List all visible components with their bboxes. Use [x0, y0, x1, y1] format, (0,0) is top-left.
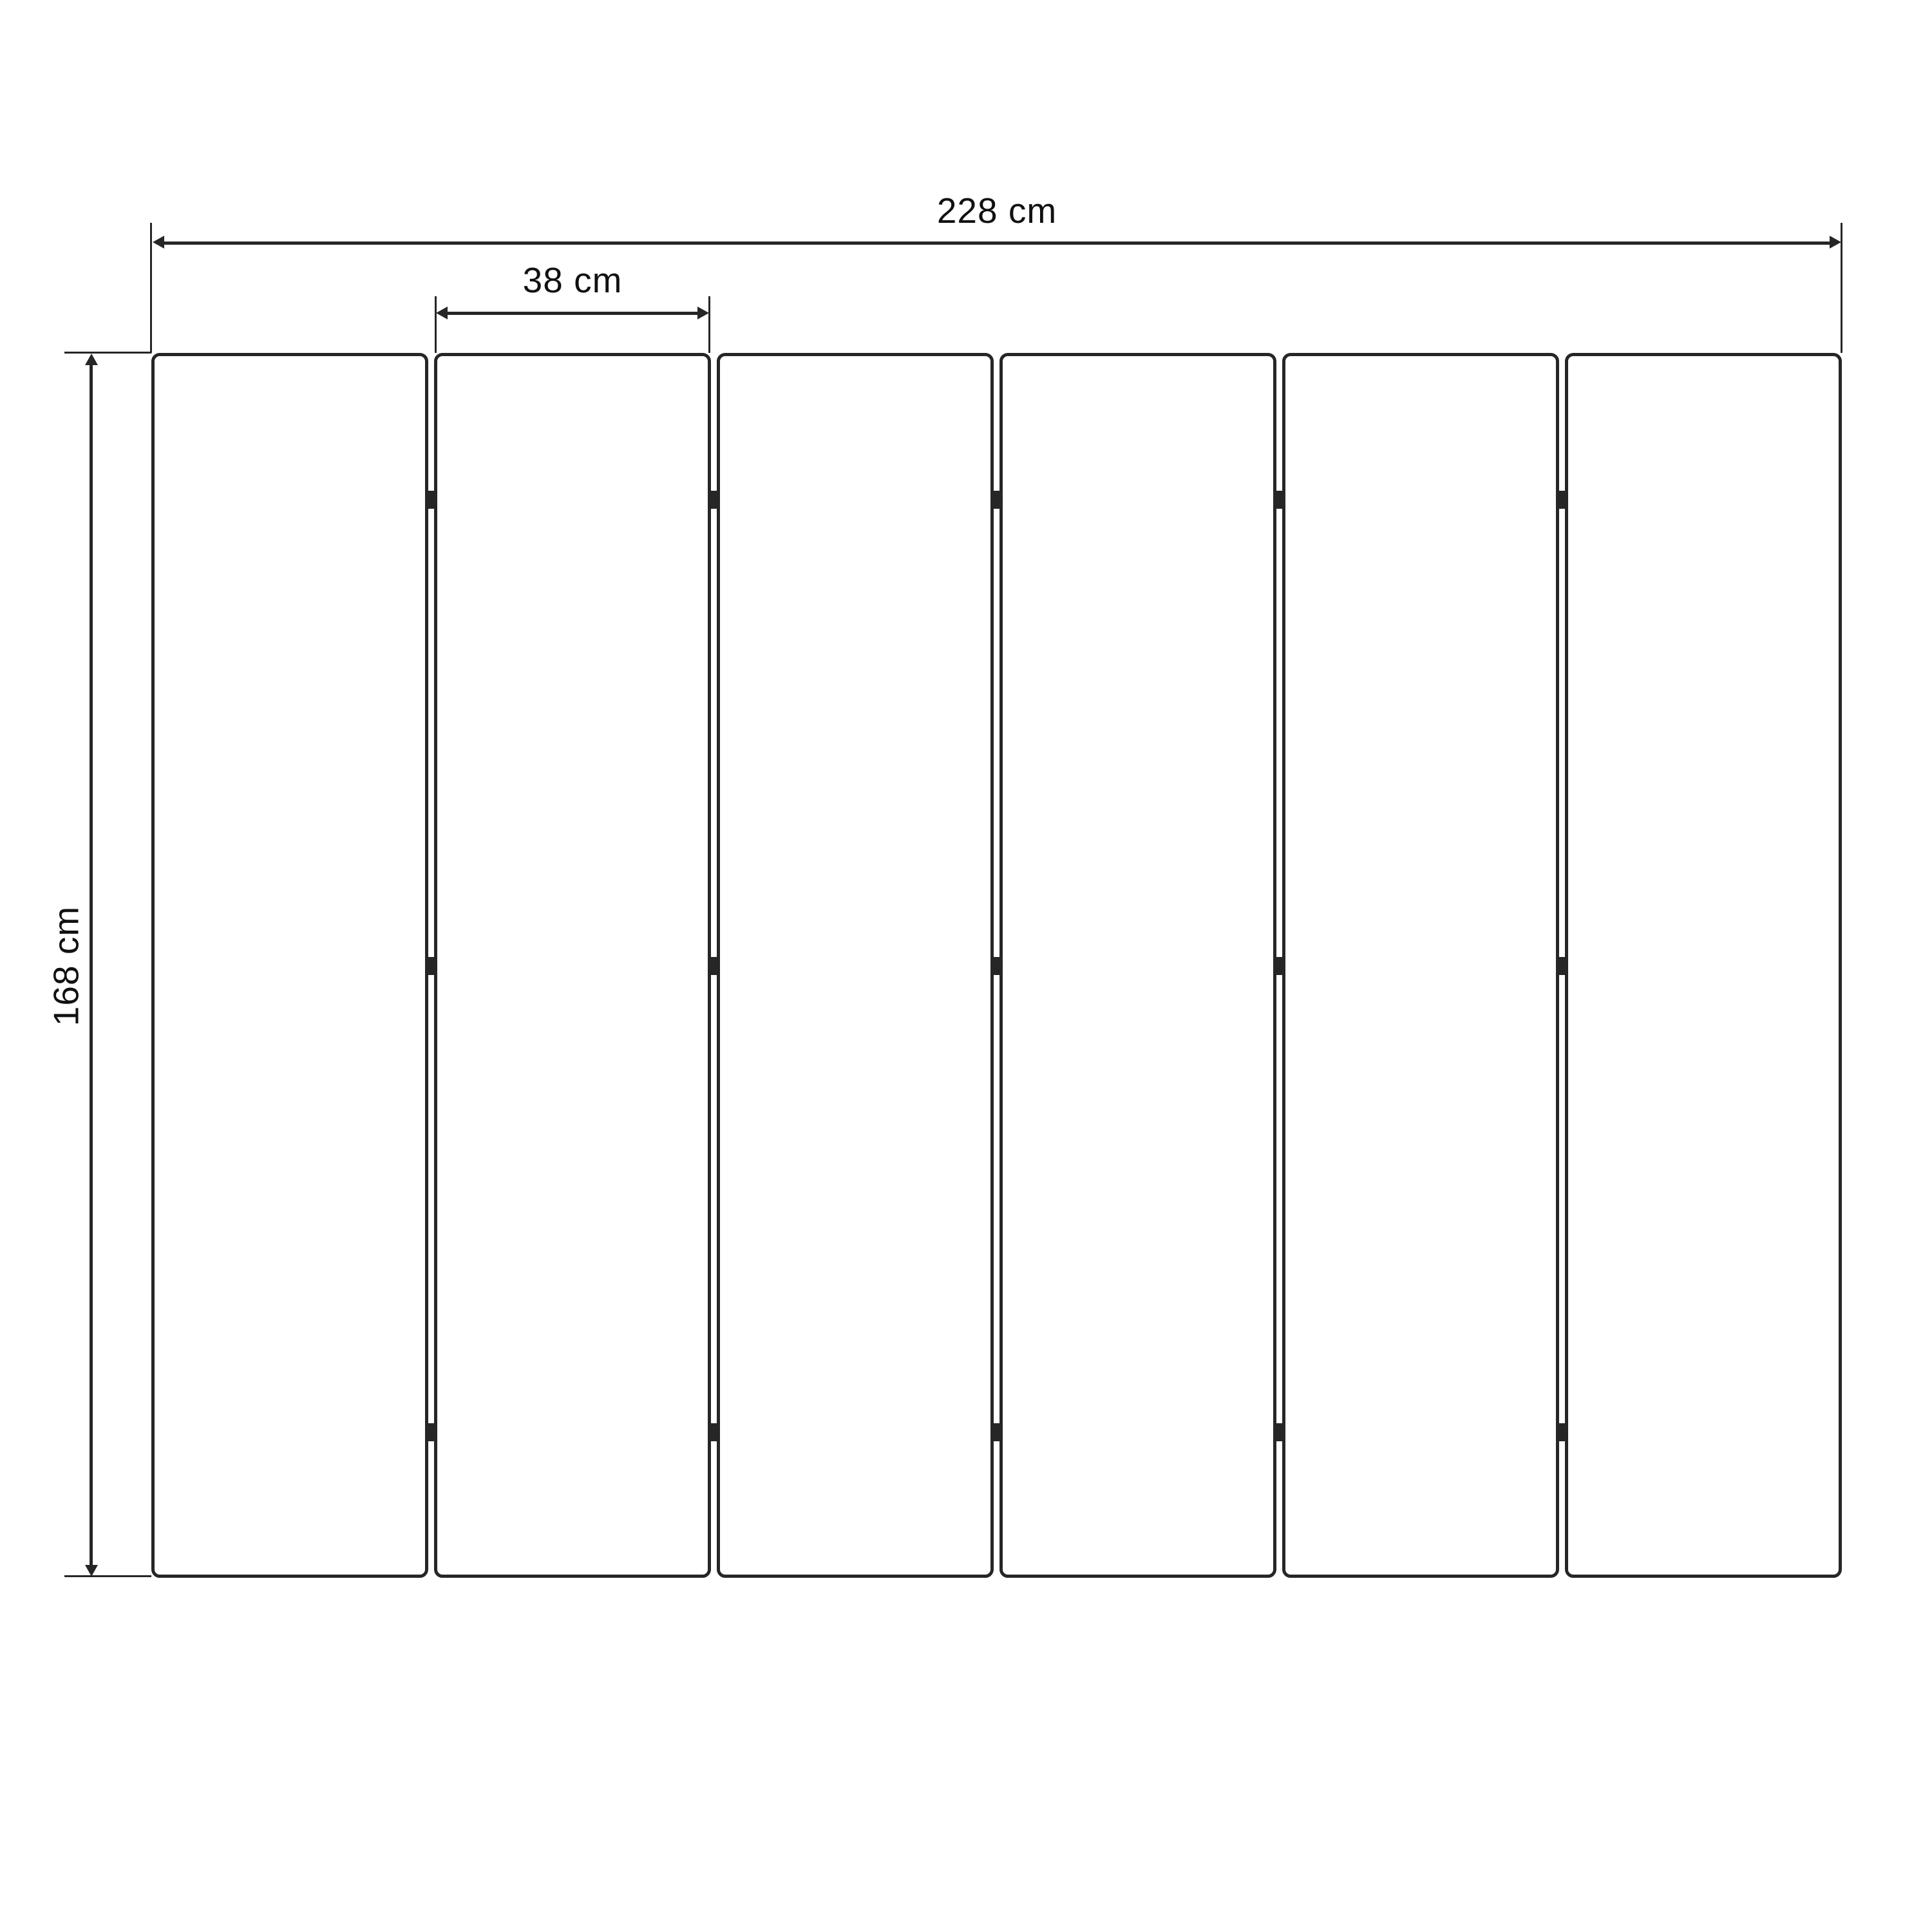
panel-width-label: 38 cm — [522, 260, 623, 300]
arrowhead-right-icon — [1830, 236, 1841, 249]
hinge — [990, 957, 1003, 975]
hinge — [425, 1423, 437, 1441]
panel — [717, 353, 994, 1578]
dimension-line — [90, 361, 93, 1571]
hinge — [1556, 1423, 1568, 1441]
arrowhead-right-icon — [697, 307, 709, 319]
dimension-line — [444, 312, 701, 315]
hinge — [1273, 1423, 1285, 1441]
dimension-line — [160, 242, 1832, 245]
arrowhead-up-icon — [85, 354, 98, 365]
panel — [151, 353, 428, 1578]
total-width-label: 228 cm — [936, 191, 1057, 231]
extension-line-bottom — [64, 1575, 151, 1577]
hinge — [425, 957, 437, 975]
hinge — [990, 1423, 1003, 1441]
arrowhead-down-icon — [85, 1565, 98, 1577]
hinge — [425, 491, 437, 509]
extension-line-left — [150, 223, 152, 353]
hinge — [1273, 957, 1285, 975]
hinge — [708, 491, 720, 509]
arrowhead-left-icon — [436, 307, 448, 319]
extension-line-right — [708, 296, 710, 353]
hinge — [708, 1423, 720, 1441]
hinge — [990, 491, 1003, 509]
arrowhead-left-icon — [153, 236, 164, 249]
hinge — [708, 957, 720, 975]
extension-line-left — [435, 296, 437, 353]
panel — [1282, 353, 1559, 1578]
height-label: 168 cm — [46, 905, 86, 1027]
panel — [434, 353, 711, 1578]
extension-line-top — [64, 352, 151, 354]
panel — [1565, 353, 1842, 1578]
hinge — [1556, 957, 1568, 975]
hinge — [1556, 491, 1568, 509]
hinge — [1273, 491, 1285, 509]
panel — [999, 353, 1276, 1578]
